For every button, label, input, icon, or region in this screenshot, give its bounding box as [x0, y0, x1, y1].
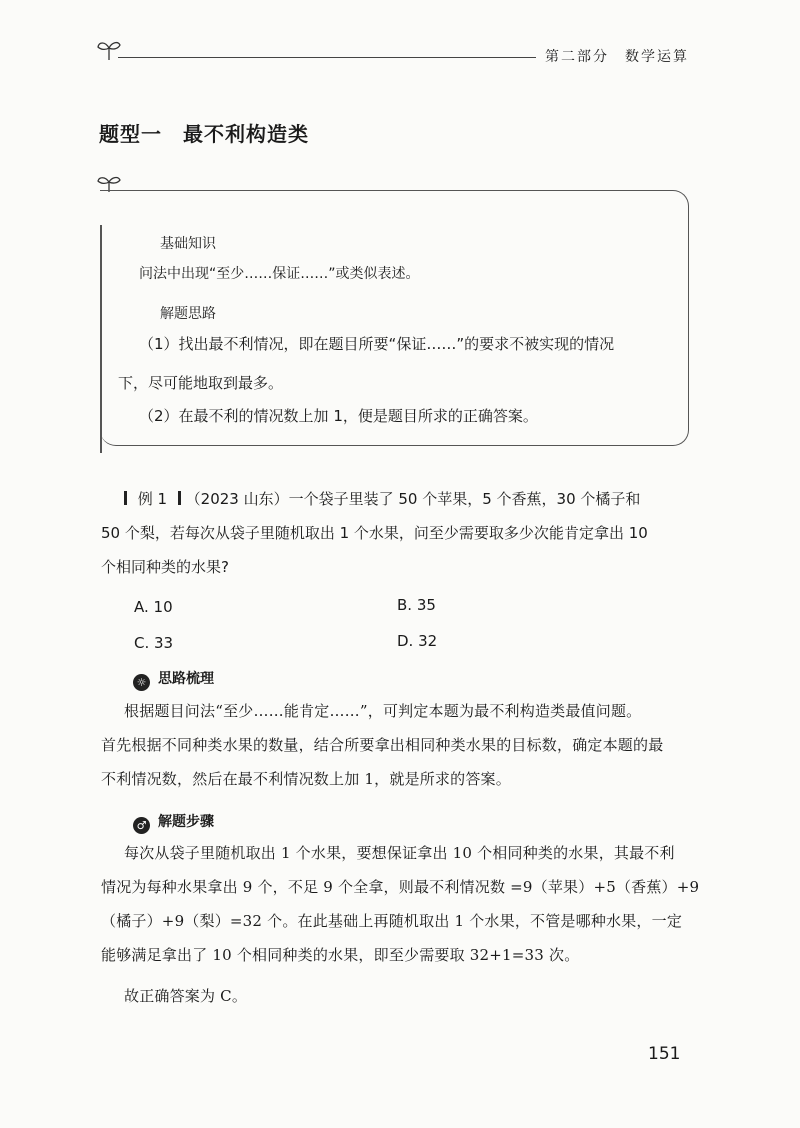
analysis-line3: 不利情况数，然后在最不利情况数上加 1，就是所求的答案。 [101, 770, 511, 788]
solution-answer: 故正确答案为 C。 [124, 987, 248, 1005]
method-step1-line1: （1）找出最不利情况，即在题目所要“保证……”的要求不被实现的情况 [139, 335, 615, 353]
sprout-icon [96, 38, 122, 62]
key-icon: ♂ [133, 817, 150, 834]
option-c: C. 33 [134, 634, 174, 652]
option-a: A. 10 [134, 598, 173, 616]
page-number: 151 [648, 1044, 681, 1064]
solution-line2: 情况为每种水果拿出 9 个，不足 9 个全拿，则最不利情况数 =9（苹果）+5（香蕉）+9 [101, 878, 700, 896]
example-question-line3: 个相同种类的水果? [101, 558, 229, 576]
analysis-line1: 根据题目问法“至少……能肯定……”，可判定本题为最不利构造类最值问题。 [124, 702, 642, 720]
box-left-border [100, 225, 102, 453]
solution-line1: 每次从袋子里随机取出 1 个水果，要想保证拿出 10 个相同种类的水果，其最不利 [124, 844, 675, 862]
basic-heading: 基础知识 [160, 236, 216, 252]
example-question-line2: 50 个梨，若每次从袋子里随机取出 1 个水果，问至少需要取多少次能肯定拿出 10 [101, 524, 648, 542]
basic-text: 问法中出现“至少……保证……”或类似表述。 [139, 266, 420, 282]
label-bar-left [124, 491, 127, 505]
option-b: B. 35 [397, 596, 436, 614]
analysis-line2: 首先根据不同种类水果的数量，结合所要拿出相同种类水果的目标数，确定本题的最 [101, 736, 664, 754]
method-step2: （2）在最不利的情况数上加 1，便是题目所求的正确答案。 [139, 407, 538, 425]
header-rule [118, 57, 536, 58]
option-d: D. 32 [397, 632, 438, 650]
section-label: 第二部分 数学运算 [545, 49, 689, 65]
solution-line3: （橘子）+9（梨）=32 个。在此基础上再随机取出 1 个水果，不管是哪种水果，一定 [101, 912, 683, 930]
example-label: 例 1 [137, 490, 168, 508]
example-question-line1: （2023 山东）一个袋子里装了 50 个苹果，5 个香蕉，30 个橘子和 [185, 490, 641, 508]
solution-heading: 解题步骤 [158, 814, 214, 830]
page-title: 题型一 最不利构造类 [99, 122, 309, 146]
solution-heading-row [133, 811, 214, 834]
example-line1 [124, 488, 640, 510]
label-bar-right [178, 491, 181, 505]
method-heading: 解题思路 [160, 306, 216, 322]
analysis-heading: 思路梳理 [158, 671, 214, 687]
solution-line4: 能够满足拿出了 10 个相同种类的水果，即至少需要取 32+1=33 次。 [101, 946, 580, 964]
method-step1-line2: 下，尽可能地取到最多。 [118, 374, 284, 392]
analysis-heading-row [133, 668, 214, 691]
sun-icon: ☼ [133, 674, 150, 691]
